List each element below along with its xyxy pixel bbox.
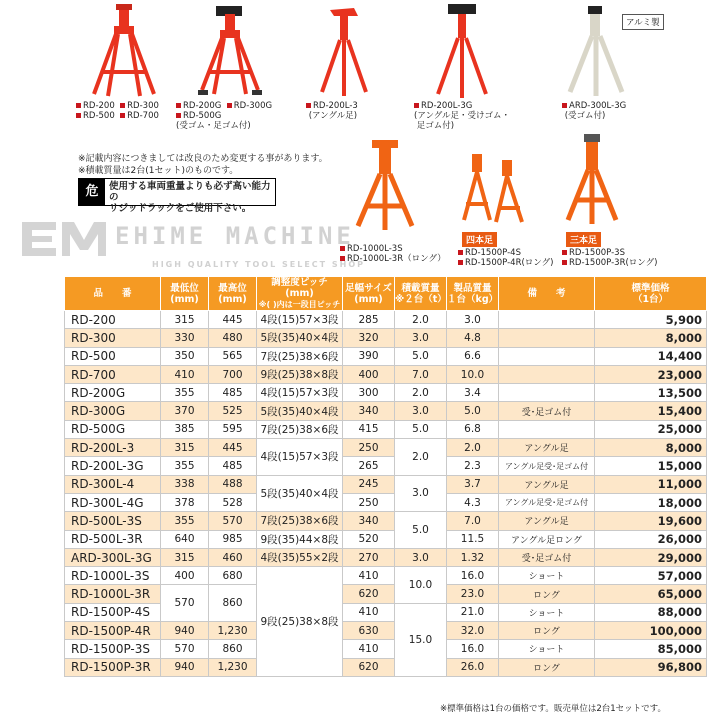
- cell-price: 96,800: [595, 658, 707, 676]
- cell-price: 100,000: [595, 622, 707, 640]
- cell-name: RD-1500P-3R: [65, 658, 161, 676]
- cell-load: 10.0: [395, 567, 447, 604]
- cell-load: 15.0: [395, 603, 447, 676]
- cell-max: 485: [209, 457, 257, 475]
- cell-min: 570: [161, 640, 209, 658]
- cell-max: 528: [209, 493, 257, 511]
- cell-width: 630: [343, 622, 395, 640]
- cell-pitch: 7段(25)38×6段: [257, 512, 343, 530]
- cell-price: 13,500: [595, 384, 707, 402]
- cell-note: 受･足ゴム付: [499, 548, 595, 566]
- cell-note: 受･足ゴム付: [499, 402, 595, 420]
- cell-weight: 6.8: [447, 420, 499, 438]
- note-line: ※記載内容につきましては改良のため変更する事があります。: [78, 154, 328, 164]
- cell-pitch: 4段(35)55×2段: [257, 548, 343, 566]
- three-leg-badge: 三本足: [566, 232, 601, 247]
- cell-name: ARD-300L-3G: [65, 548, 161, 566]
- cell-width: 620: [343, 585, 395, 603]
- cell-max: 700: [209, 365, 257, 383]
- brand-name: EHIME MACHINE: [115, 222, 355, 250]
- cell-load: 3.0: [395, 548, 447, 566]
- col-header: 最高位 (mm): [209, 277, 257, 311]
- cell-note: アングル足受･足ゴム付: [499, 457, 595, 475]
- cell-weight: 21.0: [447, 603, 499, 621]
- cell-min: 315: [161, 311, 209, 329]
- cell-name: RD-700: [65, 365, 161, 383]
- warning-box: [78, 178, 276, 214]
- cell-weight: 23.0: [447, 585, 499, 603]
- table-row: [65, 512, 707, 530]
- cell-name: RD-200L-3: [65, 439, 161, 457]
- cell-weight: 10.0: [447, 365, 499, 383]
- cell-note: ショート: [499, 567, 595, 585]
- cell-pitch: 9段(25)38×8段: [257, 365, 343, 383]
- alumi-badge: アルミ製: [622, 14, 664, 30]
- cell-price: 15,000: [595, 457, 707, 475]
- cell-name: RD-200L-3G: [65, 457, 161, 475]
- col-header: 品 番: [65, 277, 161, 311]
- table-row: [65, 347, 707, 365]
- cell-note: アングル足: [499, 512, 595, 530]
- cell-max: 595: [209, 420, 257, 438]
- cell-pitch: 4段(15)57×3段: [257, 311, 343, 329]
- cell-weight: 3.7: [447, 475, 499, 493]
- cell-min: 370: [161, 402, 209, 420]
- cell-price: 26,000: [595, 530, 707, 548]
- spec-table: [64, 276, 707, 677]
- cell-width: 320: [343, 329, 395, 347]
- cell-max: 565: [209, 347, 257, 365]
- cell-weight: 2.0: [447, 439, 499, 457]
- cell-note: ロング: [499, 658, 595, 676]
- cell-price: 25,000: [595, 420, 707, 438]
- four-leg-badge: 四本足: [462, 232, 497, 247]
- cell-note: [499, 329, 595, 347]
- cell-note: [499, 347, 595, 365]
- cell-width: 285: [343, 311, 395, 329]
- col-header: 標準価格 （1台）: [595, 277, 707, 311]
- rd1500p4-stands-image: [462, 154, 526, 226]
- table-row: [65, 420, 707, 438]
- cell-width: 620: [343, 658, 395, 676]
- table-row: [65, 402, 707, 420]
- cell-max: 445: [209, 439, 257, 457]
- cell-note: [499, 311, 595, 329]
- cell-pitch: 5段(35)40×4段: [257, 402, 343, 420]
- rd200l3-stand-image: [318, 6, 370, 98]
- cell-price: 14,400: [595, 347, 707, 365]
- cell-pitch: 5段(35)40×4段: [257, 475, 343, 512]
- cell-weight: 26.0: [447, 658, 499, 676]
- cell-weight: 3.0: [447, 311, 499, 329]
- cell-min: 940: [161, 658, 209, 676]
- cell-max: 525: [209, 402, 257, 420]
- cell-weight: 1.32: [447, 548, 499, 566]
- cell-weight: 4.3: [447, 493, 499, 511]
- col-header: 製品質量 １台（kg）: [447, 277, 499, 311]
- cell-load: 5.0: [395, 347, 447, 365]
- cell-width: 410: [343, 640, 395, 658]
- table-row: [65, 585, 707, 603]
- cell-max: 860: [209, 585, 257, 622]
- cell-weight: 11.5: [447, 530, 499, 548]
- table-row: [65, 439, 707, 457]
- cell-min: 640: [161, 530, 209, 548]
- cell-max: 485: [209, 384, 257, 402]
- cell-weight: 7.0: [447, 512, 499, 530]
- cell-price: 23,000: [595, 365, 707, 383]
- cell-name: RD-500L-3S: [65, 512, 161, 530]
- cell-price: 18,000: [595, 493, 707, 511]
- cell-name: RD-1500P-3S: [65, 640, 161, 658]
- cell-price: 15,400: [595, 402, 707, 420]
- caption-rd1500p3: RD-1500P-3S RD-1500P-3R(ロング): [562, 248, 657, 268]
- cell-pitch: 9段(35)44×8段: [257, 530, 343, 548]
- cell-width: 300: [343, 384, 395, 402]
- cell-note: [499, 384, 595, 402]
- cell-min: 330: [161, 329, 209, 347]
- col-header: 調整度ピッチ(mm) ※( )内は一段目ピッチ: [257, 277, 343, 311]
- table-row: [65, 640, 707, 658]
- col-header: 最低位 (mm): [161, 277, 209, 311]
- cell-pitch: 4段(15)57×3段: [257, 384, 343, 402]
- cell-width: 390: [343, 347, 395, 365]
- table-row: [65, 475, 707, 493]
- cell-price: 85,000: [595, 640, 707, 658]
- cell-pitch: 9段(25)38×8段: [257, 567, 343, 677]
- cell-price: 19,600: [595, 512, 707, 530]
- cell-note: アングル足受･足ゴム付: [499, 493, 595, 511]
- cell-name: RD-300G: [65, 402, 161, 420]
- footer-note: ※標準価格は1台の価格です。販売単位は2台1セットです。: [440, 704, 666, 714]
- cell-pitch: 7段(25)38×6段: [257, 420, 343, 438]
- cell-width: 250: [343, 493, 395, 511]
- notes: [78, 153, 328, 177]
- table-row: [65, 493, 707, 511]
- cell-load: 3.0: [395, 329, 447, 347]
- caption-rd1000l: RD-1000L-3S RD-1000L-3R（ロング）: [340, 244, 446, 264]
- cell-min: 378: [161, 493, 209, 511]
- cell-pitch: 7段(25)38×6段: [257, 347, 343, 365]
- table-row: [65, 658, 707, 676]
- cell-weight: 16.0: [447, 567, 499, 585]
- cell-width: 410: [343, 603, 395, 621]
- cell-max: 680: [209, 567, 257, 585]
- cell-name: RD-500L-3R: [65, 530, 161, 548]
- danger-icon: 危: [79, 179, 105, 205]
- cell-note: アングル足ロング: [499, 530, 595, 548]
- cell-min: 355: [161, 384, 209, 402]
- cell-note: アングル足: [499, 439, 595, 457]
- cell-width: 265: [343, 457, 395, 475]
- cell-price: 65,000: [595, 585, 707, 603]
- rd200l3g-stand-image: [434, 4, 490, 100]
- cell-load: 3.0: [395, 402, 447, 420]
- cell-max: 460: [209, 548, 257, 566]
- cell-width: 400: [343, 365, 395, 383]
- brand-tagline: HIGH QUALITY TOOL SELECT SHOP: [152, 260, 366, 269]
- col-header: 積載質量 ※２台（t）: [395, 277, 447, 311]
- cell-min: 940: [161, 622, 209, 640]
- cell-weight: 3.4: [447, 384, 499, 402]
- cell-width: 250: [343, 439, 395, 457]
- cell-note: ショート: [499, 640, 595, 658]
- cell-load: 5.0: [395, 420, 447, 438]
- cell-price: 57,000: [595, 567, 707, 585]
- cell-note: [499, 365, 595, 383]
- cell-name: RD-200: [65, 311, 161, 329]
- cell-weight: 5.0: [447, 402, 499, 420]
- cell-min: 400: [161, 567, 209, 585]
- cell-min: 315: [161, 548, 209, 566]
- cell-name: RD-1000L-3S: [65, 567, 161, 585]
- cell-max: 488: [209, 475, 257, 493]
- cell-name: RD-1000L-3R: [65, 585, 161, 603]
- table-row: [65, 365, 707, 383]
- cell-note: ロング: [499, 622, 595, 640]
- cell-name: RD-1500P-4R: [65, 622, 161, 640]
- warning-text: 使用する車両重量よりも必ず高い能力の リジッドラックをご使用下さい。: [109, 181, 271, 214]
- cell-name: RD-500: [65, 347, 161, 365]
- cell-pitch: 5段(35)40×4段: [257, 329, 343, 347]
- table-row: [65, 622, 707, 640]
- rd200-stands-image: [88, 2, 160, 100]
- ard300l3g-stand-image: [566, 6, 626, 98]
- cell-load: 2.0: [395, 311, 447, 329]
- cell-min: 315: [161, 439, 209, 457]
- cell-name: RD-500G: [65, 420, 161, 438]
- cell-min: 338: [161, 475, 209, 493]
- caption-rd200-group: RD-200 RD-300 RD-500 RD-700: [76, 101, 159, 121]
- cell-width: 245: [343, 475, 395, 493]
- rd1500p3-stand-image: [564, 134, 620, 226]
- cell-width: 270: [343, 548, 395, 566]
- cell-note: ショート: [499, 603, 595, 621]
- cell-name: RD-300L-4G: [65, 493, 161, 511]
- cell-min: 385: [161, 420, 209, 438]
- col-header: 足幅サイズ (mm): [343, 277, 395, 311]
- cell-price: 88,000: [595, 603, 707, 621]
- caption-rd200g-group: RD-200G RD-300G RD-500G (受ゴム・足ゴム付): [176, 101, 273, 131]
- cell-name: RD-300: [65, 329, 161, 347]
- cell-load: 3.0: [395, 475, 447, 512]
- cell-max: 985: [209, 530, 257, 548]
- cell-min: 350: [161, 347, 209, 365]
- cell-weight: 32.0: [447, 622, 499, 640]
- cell-width: 410: [343, 567, 395, 585]
- cell-max: 570: [209, 512, 257, 530]
- table-row: [65, 530, 707, 548]
- cell-min: 570: [161, 585, 209, 622]
- caption-rd200l3g: RD-200L-3G (アングル足・受けゴム・ 足ゴム付): [414, 101, 511, 131]
- em-logo-icon: [18, 218, 110, 260]
- cell-max: 480: [209, 329, 257, 347]
- cell-weight: 6.6: [447, 347, 499, 365]
- cell-note: アングル足: [499, 475, 595, 493]
- cell-max: 445: [209, 311, 257, 329]
- cell-width: 415: [343, 420, 395, 438]
- cell-name: RD-200G: [65, 384, 161, 402]
- table-header-row: [65, 277, 707, 311]
- cell-weight: 2.3: [447, 457, 499, 475]
- caption-rd200l3: RD-200L-3 (アングル足): [306, 101, 358, 121]
- note-line: ※積載質量は2台(1セット)のものです。: [78, 166, 239, 176]
- cell-min: 410: [161, 365, 209, 383]
- cell-pitch: 4段(15)57×3段: [257, 439, 343, 476]
- cell-price: 5,900: [595, 311, 707, 329]
- cell-weight: 16.0: [447, 640, 499, 658]
- rd200g-stands-image: [196, 6, 264, 98]
- table-row: [65, 311, 707, 329]
- cell-load: 5.0: [395, 512, 447, 549]
- table-row: [65, 457, 707, 475]
- cell-max: 860: [209, 640, 257, 658]
- cell-max: 1,230: [209, 622, 257, 640]
- rd1000l-stand-image: [354, 140, 416, 232]
- cell-width: 340: [343, 402, 395, 420]
- cell-max: 1,230: [209, 658, 257, 676]
- caption-ard300l3g: ARD-300L-3G (受ゴム付): [562, 101, 626, 121]
- cell-name: RD-300L-4: [65, 475, 161, 493]
- cell-note: [499, 420, 595, 438]
- table-row: [65, 329, 707, 347]
- table-row: [65, 567, 707, 585]
- cell-note: ロング: [499, 585, 595, 603]
- cell-min: 355: [161, 457, 209, 475]
- cell-width: 340: [343, 512, 395, 530]
- cell-min: 355: [161, 512, 209, 530]
- cell-load: 2.0: [395, 384, 447, 402]
- cell-name: RD-1500P-4S: [65, 603, 161, 621]
- cell-load: 7.0: [395, 365, 447, 383]
- cell-price: 29,000: [595, 548, 707, 566]
- col-header: 備 考: [499, 277, 595, 311]
- cell-price: 8,000: [595, 329, 707, 347]
- cell-weight: 4.8: [447, 329, 499, 347]
- table-row: [65, 384, 707, 402]
- table-row: [65, 548, 707, 566]
- cell-price: 8,000: [595, 439, 707, 457]
- cell-width: 520: [343, 530, 395, 548]
- cell-price: 11,000: [595, 475, 707, 493]
- caption-rd1500p4: RD-1500P-4S RD-1500P-4R(ロング): [458, 248, 553, 268]
- cell-load: 2.0: [395, 439, 447, 476]
